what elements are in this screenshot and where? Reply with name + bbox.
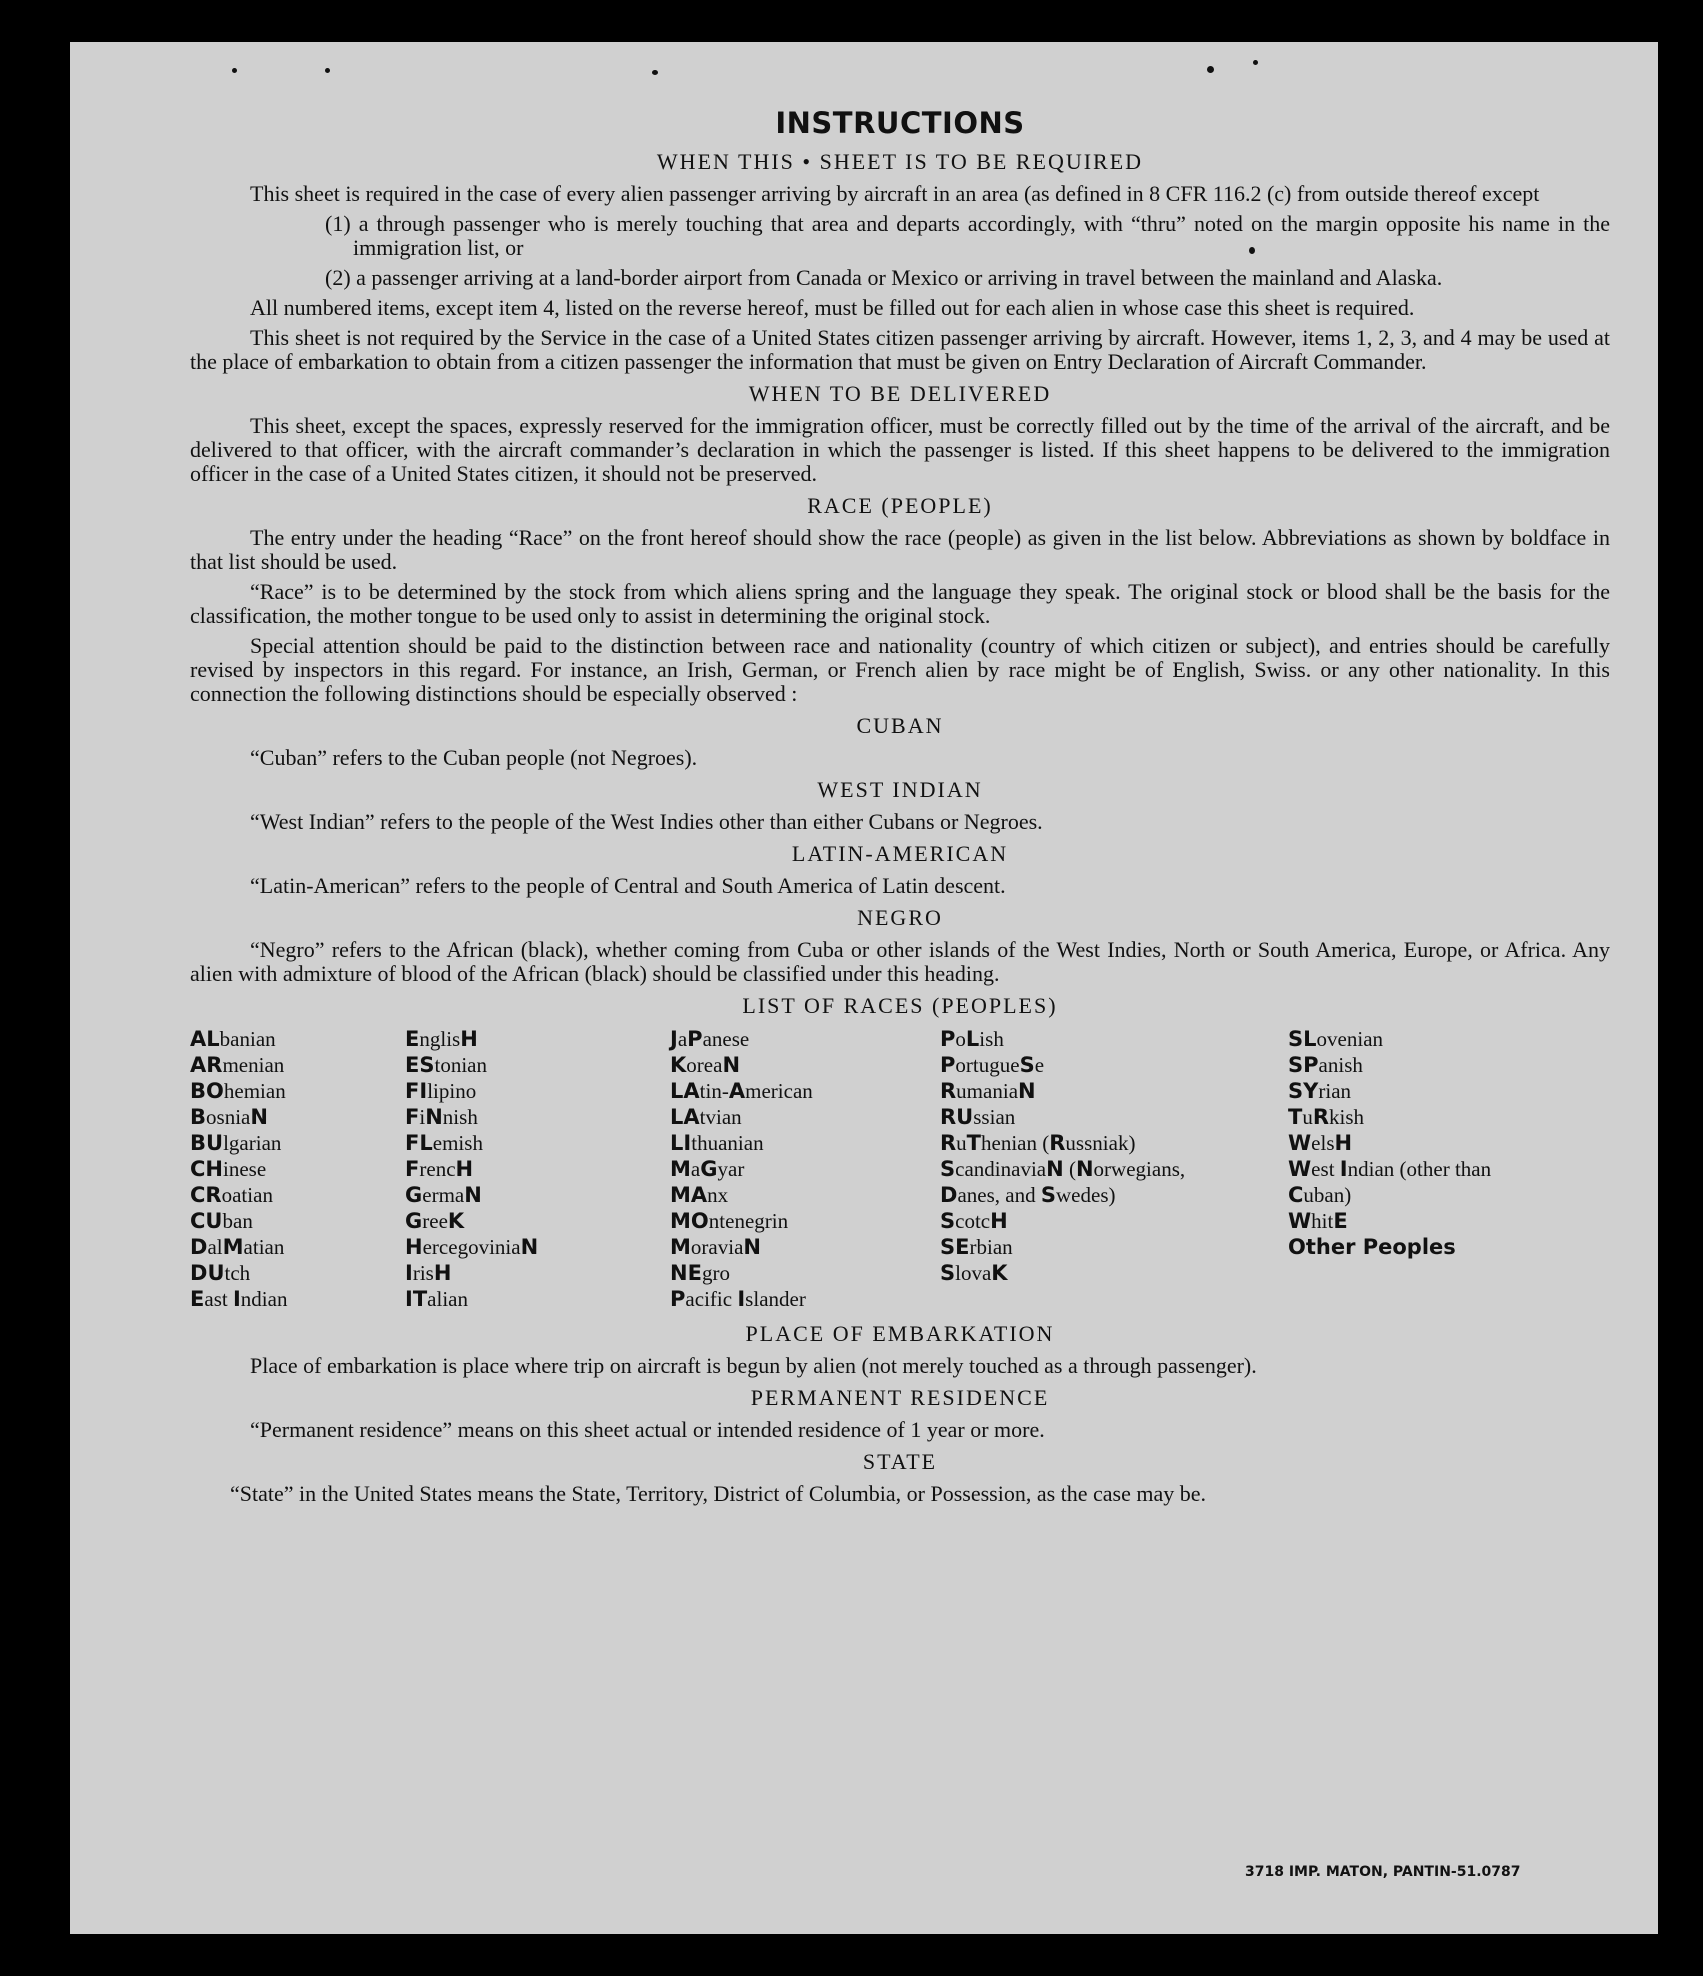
race-entry: MaGyar bbox=[670, 1157, 745, 1181]
race-entry: GermaN bbox=[405, 1183, 482, 1207]
speck bbox=[1253, 60, 1258, 65]
required-item-2: (2) a passenger arriving at a land-border airport from Canada or Mexico or arriving in travel between the mainland and Alaska. bbox=[325, 265, 1443, 290]
race-entry: DUtch bbox=[190, 1261, 251, 1285]
race-entry: HercegoviniaN bbox=[405, 1235, 539, 1259]
race-entry: LIthuanian bbox=[670, 1131, 764, 1155]
heading-permanent-residence: PERMANENT RESIDENCE bbox=[750, 1385, 1050, 1410]
race-column-4 bbox=[940, 1026, 1220, 1286]
race-entry: EStonian bbox=[405, 1053, 487, 1077]
race-entry: SYrian bbox=[1288, 1079, 1352, 1103]
race-entry: RUssian bbox=[940, 1105, 1016, 1129]
heading-when-required: WHEN THIS • SHEET IS TO BE REQUIRED bbox=[656, 149, 1144, 174]
race-entry: EnglisH bbox=[405, 1027, 478, 1051]
race-entry: SlovaK bbox=[940, 1261, 1008, 1285]
west-indian-text: “West Indian” refers to the people of the West Indies other than either Cubans or Negroes. bbox=[250, 809, 1043, 834]
required-intro: This sheet is required in the case of every alien passenger arriving by aircraft in an area (as defined in 8 CFR 116.2 (c) from outside thereof except bbox=[250, 181, 1540, 206]
race-entry: West Indian (other than Cuban) bbox=[1288, 1157, 1492, 1207]
heading-negro: NEGRO bbox=[857, 905, 943, 930]
race-entry: ARmenian bbox=[190, 1053, 285, 1077]
speck bbox=[652, 70, 658, 75]
race-column-3 bbox=[670, 1026, 910, 1312]
race-entry: WhitE bbox=[1288, 1209, 1348, 1233]
latin-american-text: “Latin-American” refers to the people of Central and South America of Latin descent. bbox=[250, 873, 1006, 898]
race-entry: MoraviaN bbox=[670, 1235, 761, 1259]
cuban-text: “Cuban” refers to the Cuban people (not Negroes). bbox=[250, 745, 698, 770]
race-entry: SLovenian bbox=[1288, 1027, 1384, 1051]
race-entry: Pacific Islander bbox=[670, 1287, 806, 1311]
printer-footer: 3718 IMP. MATON, PANTIN-51.0787 bbox=[1245, 1864, 1521, 1880]
heading-race-list: LIST OF RACES (PEOPLES) bbox=[742, 993, 1058, 1018]
race-entry: ALbanian bbox=[190, 1027, 276, 1051]
race-entry: BosniaN bbox=[190, 1105, 268, 1129]
race-entry: FIlipino bbox=[405, 1079, 477, 1103]
race-entry: IrisH bbox=[405, 1261, 452, 1285]
race-entry: East Indian bbox=[190, 1287, 288, 1311]
race-list bbox=[190, 1026, 1610, 1316]
race-entry: TuRkish bbox=[1288, 1105, 1365, 1129]
race-entry: GreeK bbox=[405, 1209, 465, 1233]
document-sheet bbox=[70, 42, 1658, 1934]
race-entry: CUban bbox=[190, 1209, 253, 1233]
race-entry: LAtin-American bbox=[670, 1079, 813, 1103]
race-column-1 bbox=[190, 1026, 400, 1312]
race-entry: WelsH bbox=[1288, 1131, 1353, 1155]
race-entry: FrencH bbox=[405, 1157, 474, 1181]
race-entry: FiNnish bbox=[405, 1105, 478, 1129]
heading-west-indian: WEST INDIAN bbox=[817, 777, 983, 802]
heading-state: STATE bbox=[862, 1449, 938, 1474]
race-column-2 bbox=[405, 1026, 635, 1312]
race-entry: JaPanese bbox=[670, 1027, 750, 1051]
speck bbox=[232, 68, 237, 73]
race-entry: NEgro bbox=[670, 1261, 730, 1285]
race-entry: FLemish bbox=[405, 1131, 483, 1155]
race-entry: Other Peoples bbox=[1288, 1235, 1456, 1259]
page-title: INSTRUCTIONS bbox=[775, 106, 1025, 140]
race-para-3: Special attention should be paid to the distinction between race and nationality (country of which citizen or subject), and entries should be carefully revised by inspectors in this regard. For instance, an Irish, German, or French alien by race might be of English, Swiss. or any other nationality. In this connection the following distinctions should be especially observed : bbox=[190, 633, 1610, 706]
race-entry: BUlgarian bbox=[190, 1131, 282, 1155]
race-entry: CHinese bbox=[190, 1157, 267, 1181]
heading-latin-american: LATIN-AMERICAN bbox=[791, 841, 1009, 866]
required-para-3: This sheet is not required by the Service in the case of a United States citizen passenger arriving by aircraft. However, items 1, 2, 3, and 4 may be used at the place of embarkation to obtain from a citizen passenger the information that must be given on Entry Declaration of Aircraft Commander. bbox=[190, 325, 1610, 374]
heading-embarkation: PLACE OF EMBARKATION bbox=[745, 1321, 1055, 1346]
race-entry: LAtvian bbox=[670, 1105, 742, 1129]
required-para-2: All numbered items, except item 4, listed on the reverse hereof, must be filled out for each alien in whose case this sheet is required. bbox=[250, 295, 1415, 320]
delivered-text: This sheet, except the spaces, expressly reserved for the immigration officer, must be correctly filled out by the time of the arrival of the aircraft, and be delivered to that officer, with the aircraft commander’s declaration in which the passenger is listed. If this sheet happens to be delivered to the immigration officer in the case of a United States citizen, it should not be preserved. bbox=[190, 413, 1610, 486]
race-entry: MAnx bbox=[670, 1183, 729, 1207]
race-entry: SPanish bbox=[1288, 1053, 1363, 1077]
embarkation-text: Place of embarkation is place where trip on aircraft is begun by alien (not merely touched as a through passenger). bbox=[250, 1353, 1257, 1378]
race-entry: MOntenegrin bbox=[670, 1209, 789, 1233]
race-para-2: “Race” is to be determined by the stock from which aliens spring and the language they speak. The original stock or blood shall be the basis for the classification, the mother tongue to be used only to assist in determining the original stock. bbox=[190, 579, 1610, 628]
speck bbox=[1207, 66, 1214, 73]
race-entry: CRoatian bbox=[190, 1183, 273, 1207]
state-text: “State” in the United States means the State, Territory, District of Columbia, or Possession, as the case may be. bbox=[230, 1481, 1207, 1506]
instructions-content bbox=[190, 104, 1610, 1512]
race-entry: ITalian bbox=[405, 1287, 468, 1311]
residence-text: “Permanent residence” means on this sheet actual or intended residence of 1 year or more. bbox=[250, 1417, 1045, 1442]
race-entry: BOhemian bbox=[190, 1079, 286, 1103]
race-entry: RuThenian (Russniak) bbox=[940, 1131, 1136, 1155]
race-entry: DalMatian bbox=[190, 1235, 285, 1259]
race-entry: SErbian bbox=[940, 1235, 1013, 1259]
race-entry: PoLish bbox=[940, 1027, 1004, 1051]
required-item-1: (1) a through passenger who is merely touching that area and departs accordingly, with “thru” noted on the margin opposite his name in the immigration list, or bbox=[325, 211, 1610, 260]
negro-text: “Negro” refers to the African (black), whether coming from Cuba or other islands of the West Indies, North or South America, Europe, or Africa. Any alien with admixture of blood of the African (black) should be classified under this heading. bbox=[190, 937, 1610, 986]
heading-race: RACE (PEOPLE) bbox=[807, 493, 993, 518]
race-para-1: The entry under the heading “Race” on the front hereof should show the race (people) as given in the list below. Abbreviations as shown by boldface in that list should be used. bbox=[190, 525, 1610, 574]
race-entry: ScandinaviaN (Norwegians, Danes, and Swedes) bbox=[940, 1157, 1186, 1207]
race-entry: ScotcH bbox=[940, 1209, 1008, 1233]
race-entry: RumaniaN bbox=[940, 1079, 1036, 1103]
heading-cuban: CUBAN bbox=[856, 713, 944, 738]
race-column-5 bbox=[1288, 1026, 1543, 1260]
speck bbox=[325, 68, 330, 73]
heading-when-delivered: WHEN TO BE DELIVERED bbox=[748, 381, 1052, 406]
race-entry: KoreaN bbox=[670, 1053, 741, 1077]
race-entry: PortugueSe bbox=[940, 1053, 1045, 1077]
